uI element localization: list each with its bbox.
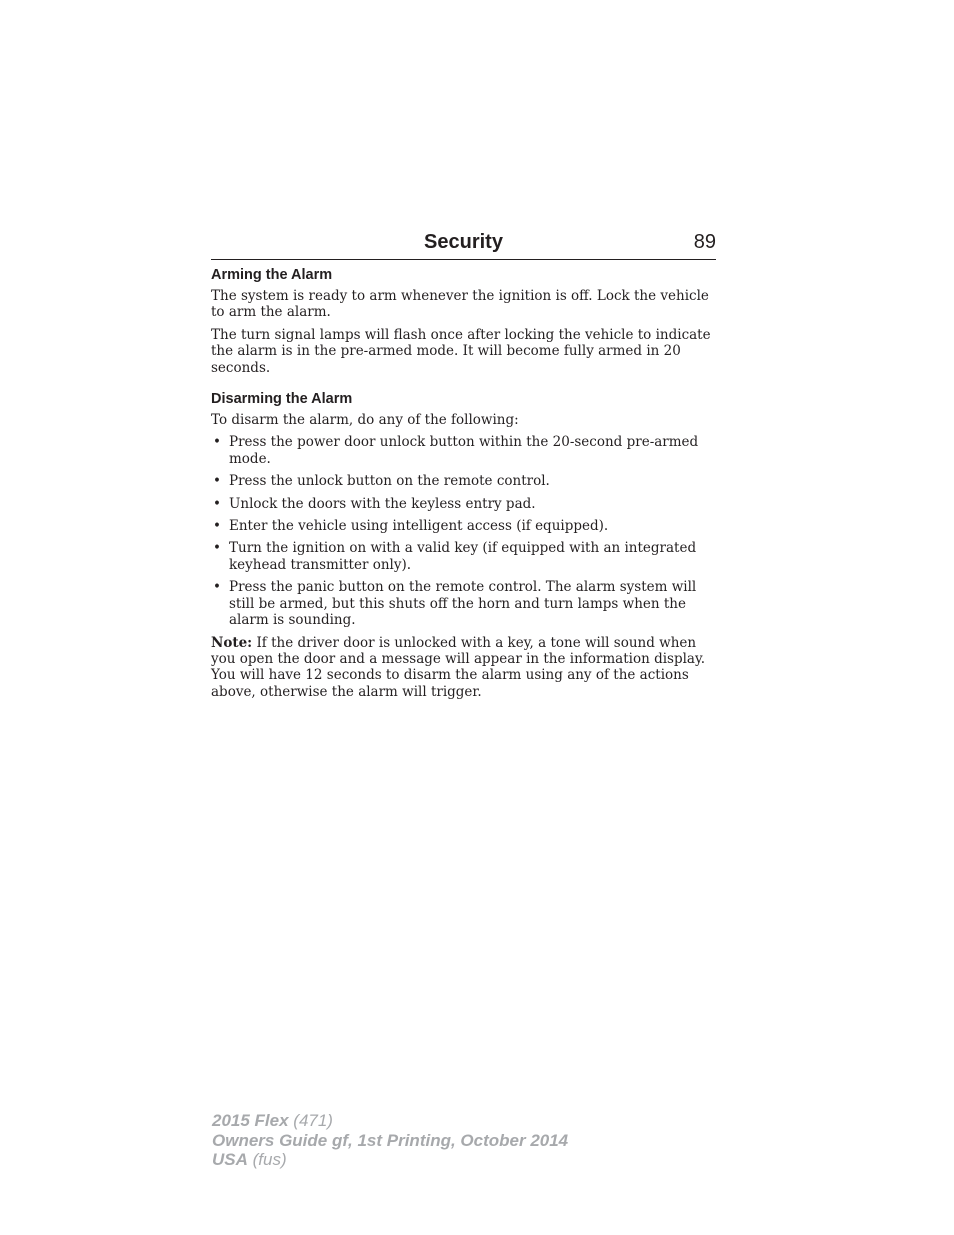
section-title: Security [424, 231, 503, 253]
heading-arming-the-alarm: Arming the Alarm [211, 267, 333, 283]
footer-model-code: (471) [288, 1111, 333, 1130]
list-item [211, 473, 719, 489]
list-item-text: Press the unlock button on the remote control. [229, 473, 550, 490]
paragraph-arming-2: The turn signal lamps will flash once after locking the vehicle to indicate the alarm is in the pre-armed mode. It will become fully armed in 20 seconds. [211, 326, 711, 376]
page-number: 89 [693, 231, 716, 253]
list-item-text: Enter the vehicle using intelligent access (if equipped). [229, 518, 609, 535]
list-item-text: Turn the ignition on with a valid key (if equipped with an integrated keyhead transmitter only). [229, 540, 697, 573]
list-item [211, 434, 719, 467]
list-item-text: Press the power door unlock button within the 20-second pre-armed mode. [229, 434, 699, 467]
note-label: Note: [211, 634, 253, 651]
bullet-icon: • [213, 579, 221, 596]
list-item-text: Press the panic button on the remote control. The alarm system will still be armed, but this shuts off the horn and turn lamps when the alarm is sounding. [229, 579, 697, 629]
heading-disarming-the-alarm: Disarming the Alarm [211, 391, 353, 408]
list-item [211, 518, 719, 534]
page-content [211, 266, 719, 706]
footer-line-model [212, 1111, 568, 1131]
list-item [211, 579, 719, 628]
paragraph-arming-1: The system is ready to arm whenever the ignition is off. Lock the vehicle to arm the alarm. [211, 288, 709, 321]
paragraph-disarming-intro: To disarm the alarm, do any of the following: [211, 412, 519, 429]
bullet-icon: • [213, 434, 221, 451]
bullet-icon: • [213, 495, 221, 512]
list-item [211, 540, 719, 573]
footer-line-printing [212, 1131, 568, 1151]
disarm-methods-list [211, 434, 719, 628]
page-footer [212, 1111, 568, 1170]
list-item [211, 496, 719, 512]
footer-market-code: (fus) [247, 1150, 287, 1169]
footer-line-market [212, 1150, 568, 1170]
note-text: If the driver door is unlocked with a key, a tone will sound when you open the door and a message will appear in the information display. You will have 12 seconds to disarm the alarm using any of the actions above, otherwise the alarm will trigger. [211, 634, 706, 700]
bullet-icon: • [213, 518, 221, 535]
list-item-text: Unlock the doors with the keyless entry pad. [229, 495, 536, 512]
page-header [211, 228, 716, 260]
footer-printing: Owners Guide gf, 1st Printing, October 2014 [212, 1130, 569, 1150]
footer-model: 2015 Flex [212, 1111, 289, 1130]
bullet-icon: • [213, 473, 221, 490]
footer-market: USA [212, 1150, 248, 1169]
bullet-icon: • [213, 540, 221, 557]
note-paragraph [211, 635, 719, 701]
